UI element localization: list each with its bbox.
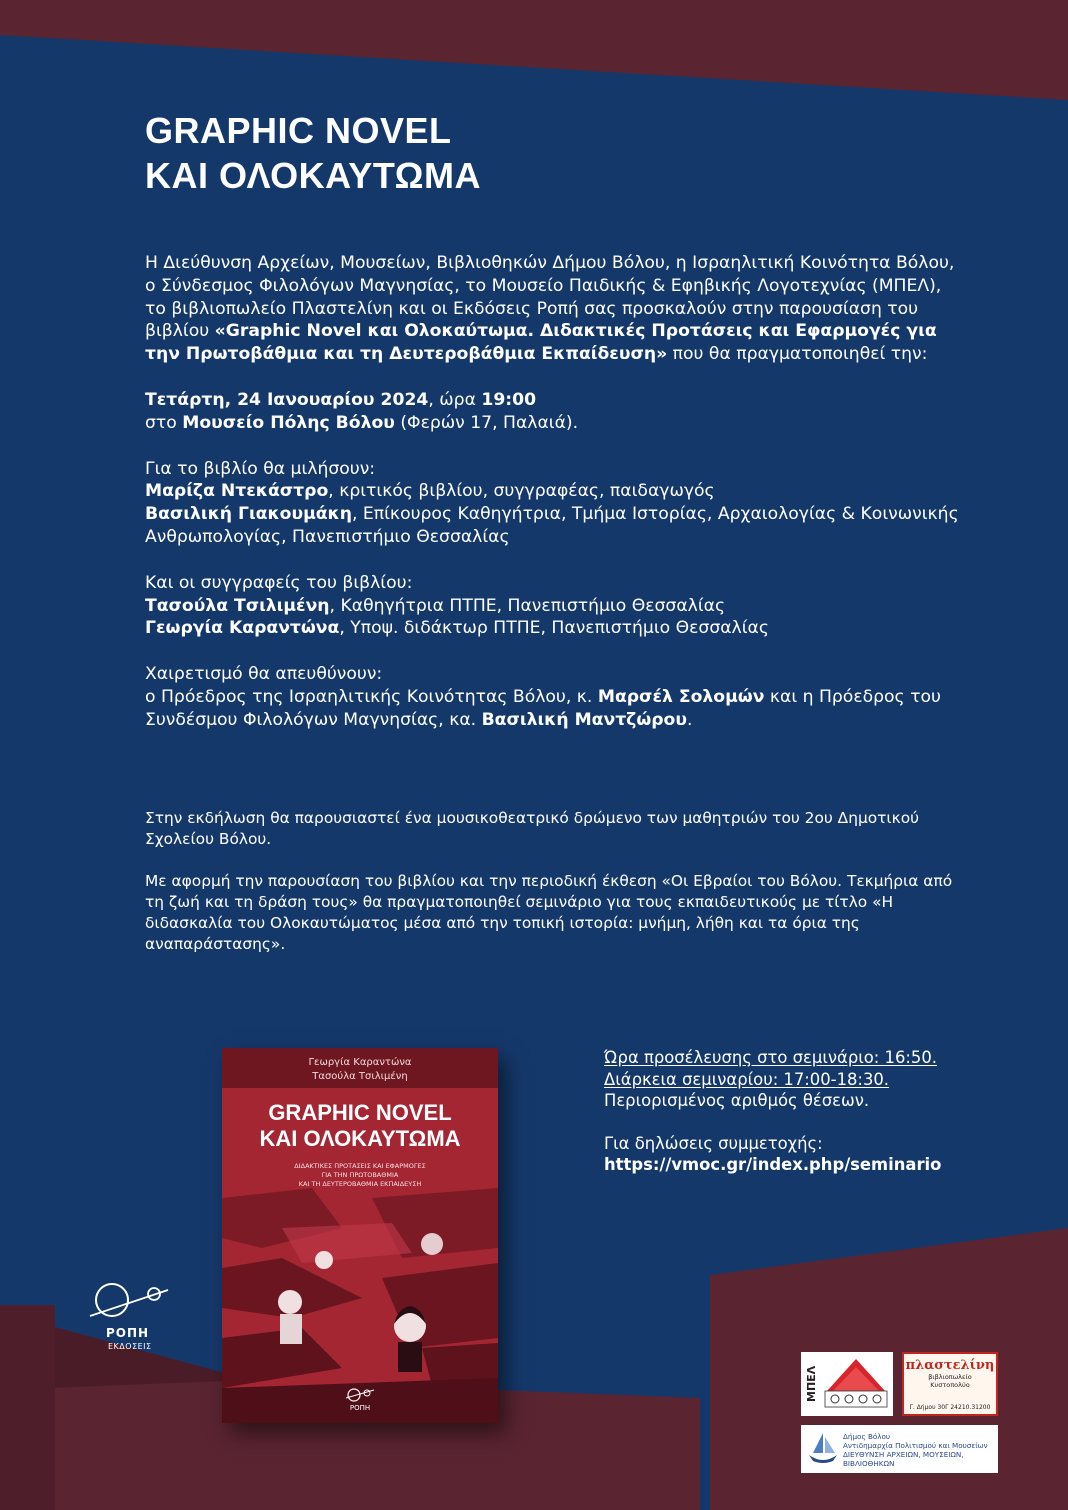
speaker-item [145,503,965,549]
invitation-body [145,252,965,732]
event-venue [145,412,965,435]
register-link[interactable] [604,1154,1004,1176]
time-prefix: , ώρα [428,389,482,410]
title-line-1: GRAPHIC NOVEL [145,110,452,151]
event-time: 19:00 [481,389,537,410]
author-role: , Καθηγήτρια ΠΤΠΕ, Πανεπιστήμιο Θεσσαλίας [329,595,726,616]
greetings-text [145,686,965,732]
cover-title [222,1100,498,1152]
cover-publisher-logo [340,1386,380,1412]
plastelini-address: Γ. Δήμου 30Γ 24210.31200 [909,1404,991,1411]
ropi-logo-icon [86,1278,176,1324]
dimos-line-3: ΔΙΕΥΘΥΝΣΗ ΑΡΧΕΙΩΝ, ΜΟΥΣΕΙΩΝ, ΒΙΒΛΙΟΘΗΚΩΝ [843,1450,964,1468]
speaker-role: , Επίκουρος Καθηγήτρια, Τμήμα Ιστορίας, Αρχαιολογίας & Κοινωνικής Ανθρωπολογίας, Πανεπιστήμιο Θεσσαλίας [145,504,959,547]
book-tent-icon [821,1355,891,1413]
cover-author-2: Τασούλα Τσιλιμένη [312,1071,408,1082]
title-line-2: ΚΑΙ ΟΛΟΚΑΥΤΩΜΑ [145,155,482,196]
ropi-mark-icon [340,1386,380,1402]
cover-author-1: Γεωργία Καραντώνα [308,1057,412,1068]
intro-text: Η Διεύθυνση Αρχείων, Μουσείων, Βιβλιοθηκών Δήμου Βόλου, η Ισραηλιτική Κοινότητα Βόλου, ο Σύνδεσμος Φιλολόγων Μαγνησίας, το Μουσείο Παιδικής & Εφηβικής Λογοτεχνίας (ΜΠΕΛ), το βιβλιοπωλείο Πλαστελίνη και οι Εκδόσεις Ροπή σας προσκαλούν στην παρουσίαση του βιβλίου [145,253,955,342]
seminar-info [604,1047,1004,1176]
cover-sub-3: ΚΑΙ ΤΗ ΔΕΥΤΕΡΟΒΑΘΜΙΑ ΕΚΠΑΙΔΕΥΣΗ [298,1180,422,1188]
venue-prefix: στο [145,412,183,433]
book-title-text: «Graphic Novel και Ολοκαύτωμα. Διδακτικές Προτάσεις και Εφαρμογές για την Πρωτοβάθμια και τη Δευτεροβάθμια Εκπαίδευση» [145,321,937,365]
speaker-item [145,480,965,503]
seminar-arrival: Ώρα προσέλευσης στο σεμινάριο: 16:50. [604,1048,937,1067]
dimos-volou-logo [801,1425,998,1473]
ropi-logo-name: ΡΟΠΗ [106,1326,150,1340]
dimos-logo-text [843,1432,998,1468]
intro-tail: που θα πραγματοποιηθεί την: [667,344,928,365]
cover-title-line-1: GRAPHIC NOVEL [268,1100,452,1125]
ropi-logo [86,1278,176,1358]
cover-title-line-2: ΚΑΙ ΟΛΟΚΑΥΤΩΜΑ [259,1126,461,1151]
page-title [145,108,481,198]
speaker-name: Μαρίζα Ντεκάστρο [145,481,329,502]
seminar-seats: Περιορισμένος αριθμός θέσεων. [604,1091,870,1110]
greet-text-2: και η Πρόεδρος του Συνδέσμου Φιλολόγων Μαγνησίας, κα. [145,686,941,730]
author-role: , Υποψ. διδάκτωρ ΠΤΠΕ, Πανεπιστήμιο Θεσσαλίας [339,618,769,639]
register-label: Για δηλώσεις συμμετοχής: [604,1133,823,1153]
cover-authors [222,1056,498,1084]
author-name: Τασούλα Τσιλιμένη [145,595,330,616]
author-item [145,595,965,618]
dimos-line-2: Αντιδημαρχία Πολιτισμού και Μουσείων [843,1441,988,1450]
speaker-role: , κριτικός βιβλίου, συγγραφέας, παιδαγωγός [328,481,715,502]
register-url[interactable]: https://vmoc.gr/index.php/seminario [604,1155,942,1174]
greet-name-2: Βασιλική Μαντζώρου [481,709,687,730]
cover-subtitle [222,1162,498,1189]
plastelini-name: πλαστελίνη [905,1358,995,1373]
note-performance: Στην εκδήλωση θα παρουσιαστεί ένα μουσικοθεατρικό δρώμενο των μαθητριών του 2ου Δημοτικού Σχολείου Βόλου. [145,809,920,848]
event-date: Τετάρτη, 24 Ιανουαρίου 2024 [145,389,429,410]
dimos-line-1: Δήμος Βόλου [843,1432,891,1441]
book-cover-image [222,1048,498,1423]
cover-sub-2: ΓΙΑ ΤΗΝ ΠΡΩΤΟΒΑΘΜΙΑ [321,1171,399,1179]
greet-text-3: . [686,709,693,730]
argo-ship-icon [805,1429,841,1469]
mpel-logo [801,1352,893,1416]
greet-name-1: Μαρσέλ Σολομών [597,686,765,707]
intro-paragraph [145,252,965,366]
author-name: Γεωργία Καραντώνα [145,618,340,639]
plastelini-logo [902,1352,998,1416]
note-seminar: Με αφορμή την παρουσίαση του βιβλίου και την περιοδική έκθεση «Οι Εβραίοι του Βόλου. Τεκμήρια από τη ζωή και τη δράση τους» θα πραγματοποιηθεί σεμινάριο για τους εκπαιδευτικούς με τίτλο «Η διδασκαλία του Ολοκαυτώματος μέσα από την τοπική ιστορία: μνήμη, λήθη και τα όρια της αναπαράστασης». [145,872,953,953]
greet-text-1: ο Πρόεδρος της Ισραηλιτικής Κοινότητας Βόλου, κ. [145,686,598,707]
seminar-duration: Διάρκεια σεμιναρίου: 17:00-18:30. [604,1069,890,1089]
venue-address: (Φερών 17, Παλαιά). [394,412,579,433]
mpel-logo-text: ΜΠΕΛ [805,1365,818,1403]
greetings-heading: Χαιρετισμό θα απευθύνουν: [145,664,383,685]
plastelini-sub-1: βιβλιοπωλείο [928,1373,972,1381]
ropi-logo-sub: ΕΚΔΟΣΕΙΣ [108,1342,152,1351]
cover-publisher-name: ΡΟΠΗ [349,1404,371,1412]
event-datetime [145,389,965,412]
venue-name: Μουσείο Πόλης Βόλου [182,412,395,433]
notes-section [145,808,970,976]
author-item [145,617,965,640]
plastelini-sub-2: Κυστοπολύο [930,1381,970,1389]
cover-sub-1: ΔΙΔΑΚΤΙΚΕΣ ΠΡΟΤΑΣΕΙΣ ΚΑΙ ΕΦΑΡΜΟΓΕΣ [294,1162,426,1170]
speaker-name: Βασιλική Γιακουμάκη [145,504,352,525]
speakers-heading: Για το βιβλίο θα μιλήσουν: [145,458,376,479]
authors-heading: Και οι συγγραφείς του βιβλίου: [145,572,413,593]
